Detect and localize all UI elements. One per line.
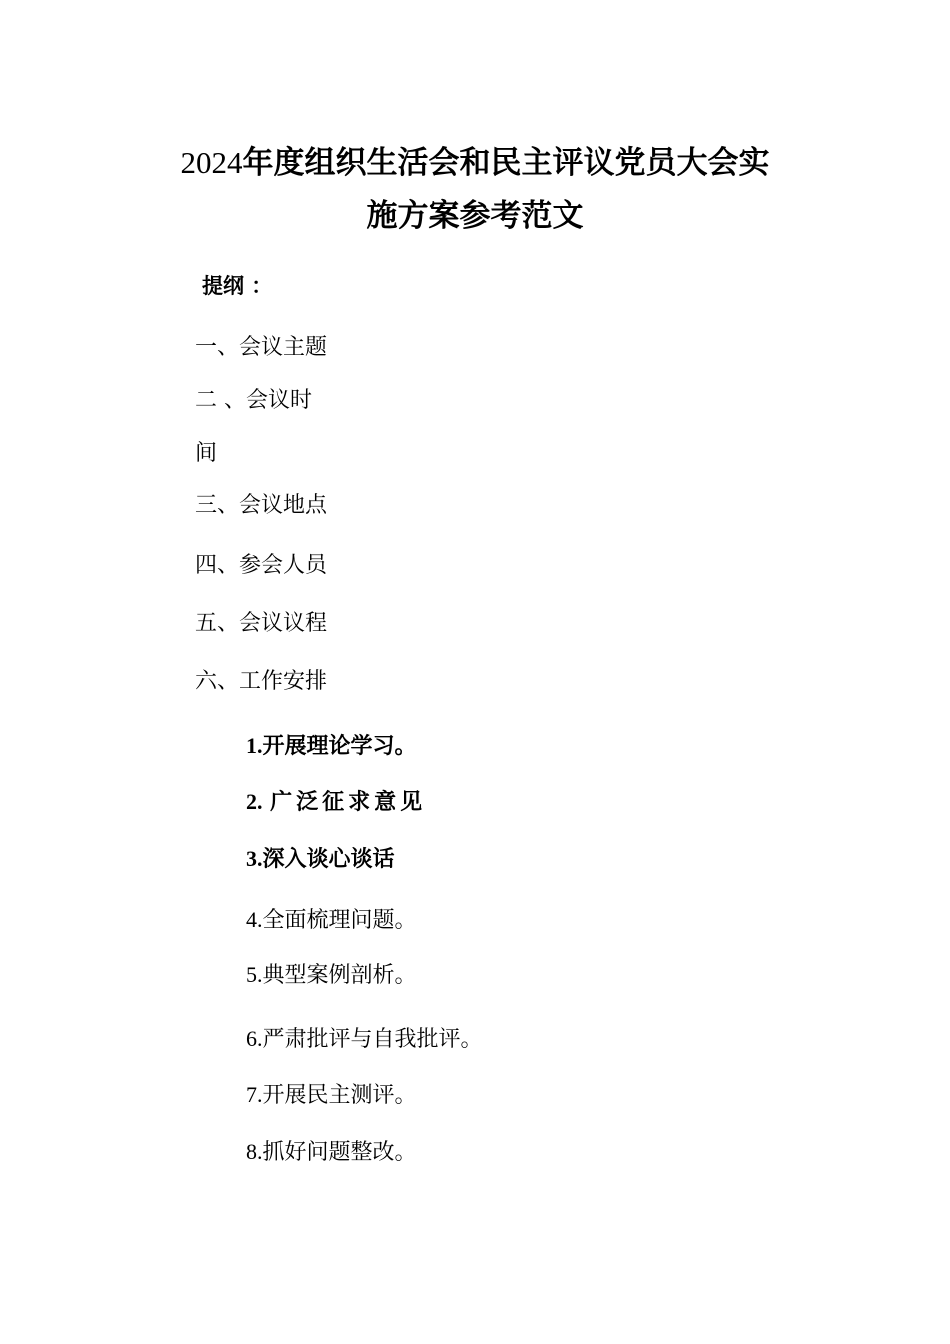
title-year: 2024 xyxy=(180,145,243,180)
arrangement-item xyxy=(246,844,395,875)
section-attendees: 四、参会人员 xyxy=(195,553,328,578)
arrangement-text: 开展民主测评。 xyxy=(262,1083,417,1108)
section-meeting-theme: 一、会议主题 xyxy=(195,335,328,360)
section-meeting-time: 二 、会议时 xyxy=(195,388,312,413)
arrangement-number: 4. xyxy=(246,907,263,932)
arrangement-text: 深入谈心谈话 xyxy=(262,847,395,872)
document-title-line-1 xyxy=(0,143,950,183)
arrangement-item xyxy=(246,905,417,936)
title-text-1: 年度组织生活会和民主评议党员大会实 xyxy=(242,145,770,181)
arrangement-number: 5. xyxy=(246,962,263,987)
arrangement-item xyxy=(246,1137,417,1168)
arrangement-text: 全面梳理问题。 xyxy=(262,908,417,933)
arrangement-text: 抓好问题整改。 xyxy=(262,1140,417,1165)
arrangement-number: 2. xyxy=(246,789,263,814)
arrangement-text: 广泛征求意见 xyxy=(270,790,427,815)
arrangement-number: 1. xyxy=(246,733,263,758)
arrangement-text: 开展理论学习。 xyxy=(262,734,417,759)
section-meeting-location: 三、会议地点 xyxy=(195,493,328,518)
arrangement-item xyxy=(246,731,417,762)
section-agenda: 五、会议议程 xyxy=(195,611,328,636)
section-meeting-time-continued: 间 xyxy=(195,441,218,466)
arrangement-item xyxy=(246,960,417,991)
arrangement-number: 3. xyxy=(246,846,263,871)
arrangement-item xyxy=(246,1024,483,1055)
arrangement-number: 7. xyxy=(246,1082,263,1107)
arrangement-number: 8. xyxy=(246,1139,263,1164)
arrangement-text: 典型案例剖析。 xyxy=(262,963,417,988)
arrangement-number: 6. xyxy=(246,1026,263,1051)
arrangement-item xyxy=(246,1080,417,1111)
arrangement-text: 严肃批评与自我批评。 xyxy=(262,1027,483,1052)
arrangement-item xyxy=(246,787,426,818)
outline-label: 提纲 ： xyxy=(202,274,273,298)
document-title-line-2: 施方案参考范文 xyxy=(366,198,584,234)
section-work-arrangement: 六、工作安排 xyxy=(195,669,328,694)
